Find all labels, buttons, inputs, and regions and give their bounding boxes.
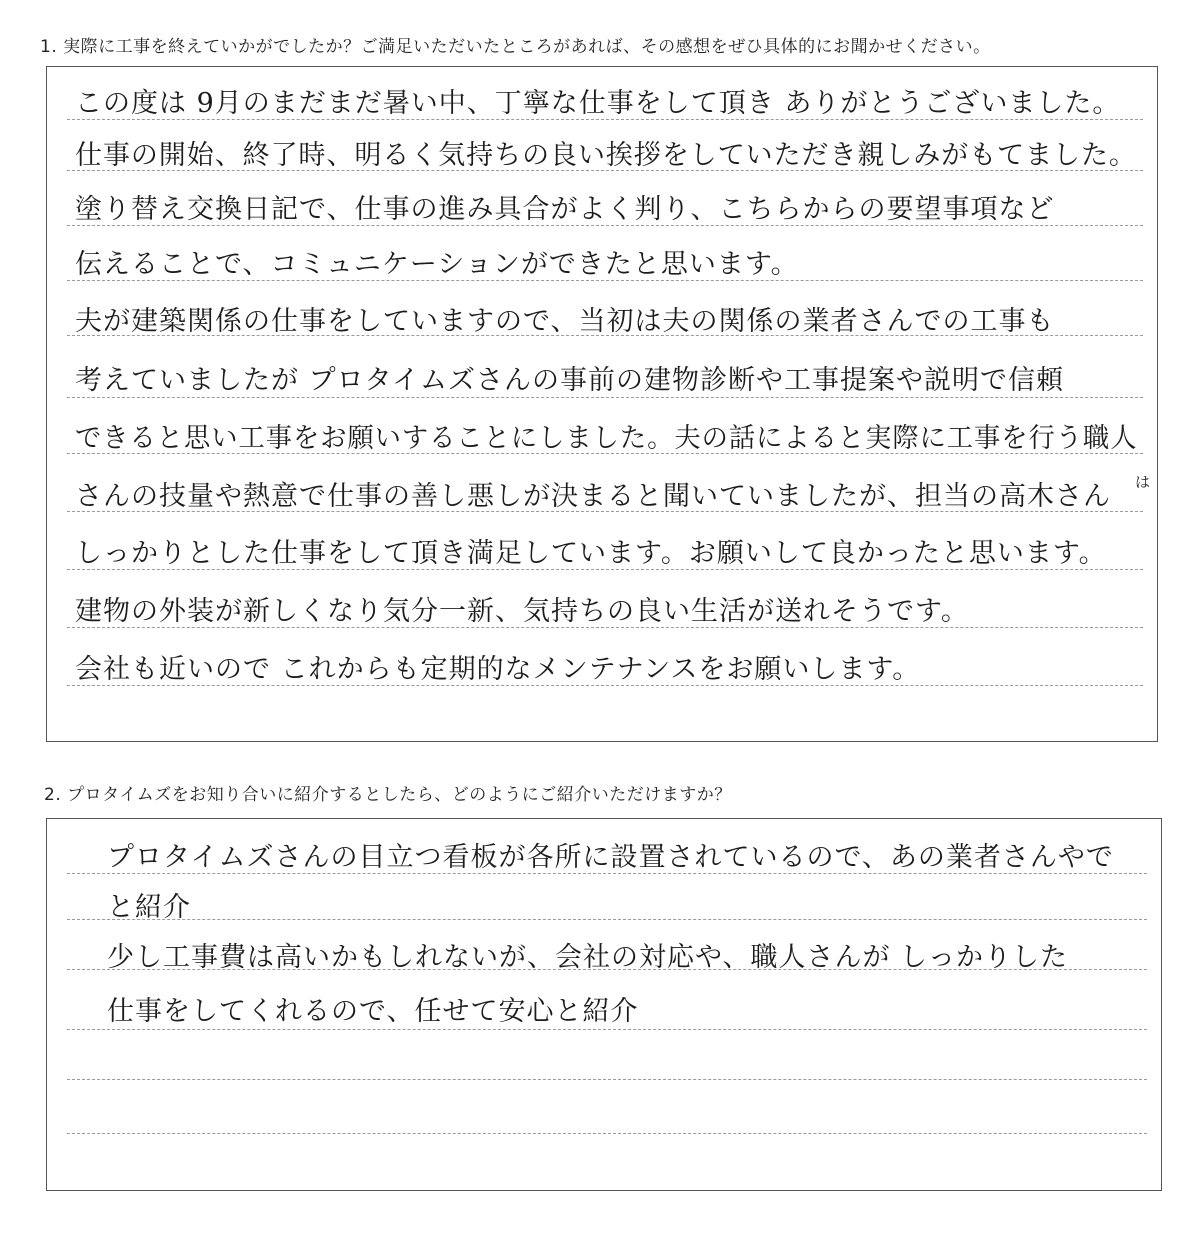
answer-1-line-11: 会社も近いので これからも定期的なメンテナンスをお願いします。	[75, 654, 921, 685]
ruled-line	[67, 1133, 1147, 1134]
ruled-line	[67, 1079, 1147, 1080]
answer-1-line-6: 考えていましたが プロタイムズさんの事前の建物診断や工事提案や説明で信頼	[75, 365, 1065, 396]
answer-1-line-3: 塗り替え交換日記で、仕事の進み具合がよく判り、こちらからの要望事項など	[75, 194, 1055, 225]
answer-1-line-7: できると思い工事をお願いすることにしました。夫の話によると実際に工事を行う職人	[75, 423, 1138, 454]
answer-box-2	[46, 818, 1162, 1191]
question-1: 1. 実際に工事を終えていかがでしたか？ご満足いただいたところがあれば、その感想をぜひ具体的にお聞かせください。	[40, 37, 991, 57]
answer-box-1	[46, 66, 1158, 742]
answer-1-line-9: しっかりとした仕事をして頂き満足しています。お願いして良かったと思います。	[75, 538, 1107, 569]
ruled-line	[67, 397, 1143, 398]
ruled-line	[67, 1029, 1147, 1030]
answer-1-line-10: 建物の外装が新しくなり気分一新、気持ちの良い生活が送れそうです。	[75, 596, 969, 627]
question-2: 2. プロタイムズをお知り合いに紹介するとしたら、どのようにご紹介いただけますか？	[44, 785, 732, 805]
answer-1-line-5: 夫が建築関係の仕事をしていますので、当初は夫の関係の業者さんでの工事も	[75, 306, 1055, 337]
answer-2-line-1: プロタイムズさんの目立つ看板が各所に設置されているので、あの業者さんやで	[107, 842, 1114, 873]
answer-1-line-8: さんの技量や熱意で仕事の善し悪しが決まると聞いていましたが、担当の高木さん	[75, 481, 1111, 512]
answer-1-line-1: この度は 9月のまだまだ暑い中、丁寧な仕事をして頂き ありがとうございました。	[75, 88, 1121, 119]
handwritten-insertion-note: は	[1135, 473, 1151, 491]
answer-2-line-2: と紹介	[107, 892, 191, 923]
answer-2-line-3: 少し工事費は高いかもしれないが、会社の対応や、職人さんが しっかりした	[107, 942, 1069, 973]
answer-2-line-4: 仕事をしてくれるので、任せて安心と紹介	[107, 996, 639, 1027]
answer-1-line-4: 伝えることで、コミュニケーションができたと思います。	[75, 249, 799, 280]
ruled-line	[67, 919, 1147, 920]
answer-1-line-2: 仕事の開始、終了時、明るく気持ちの良い挨拶をしていただき親しみがもてました。	[75, 140, 1137, 171]
